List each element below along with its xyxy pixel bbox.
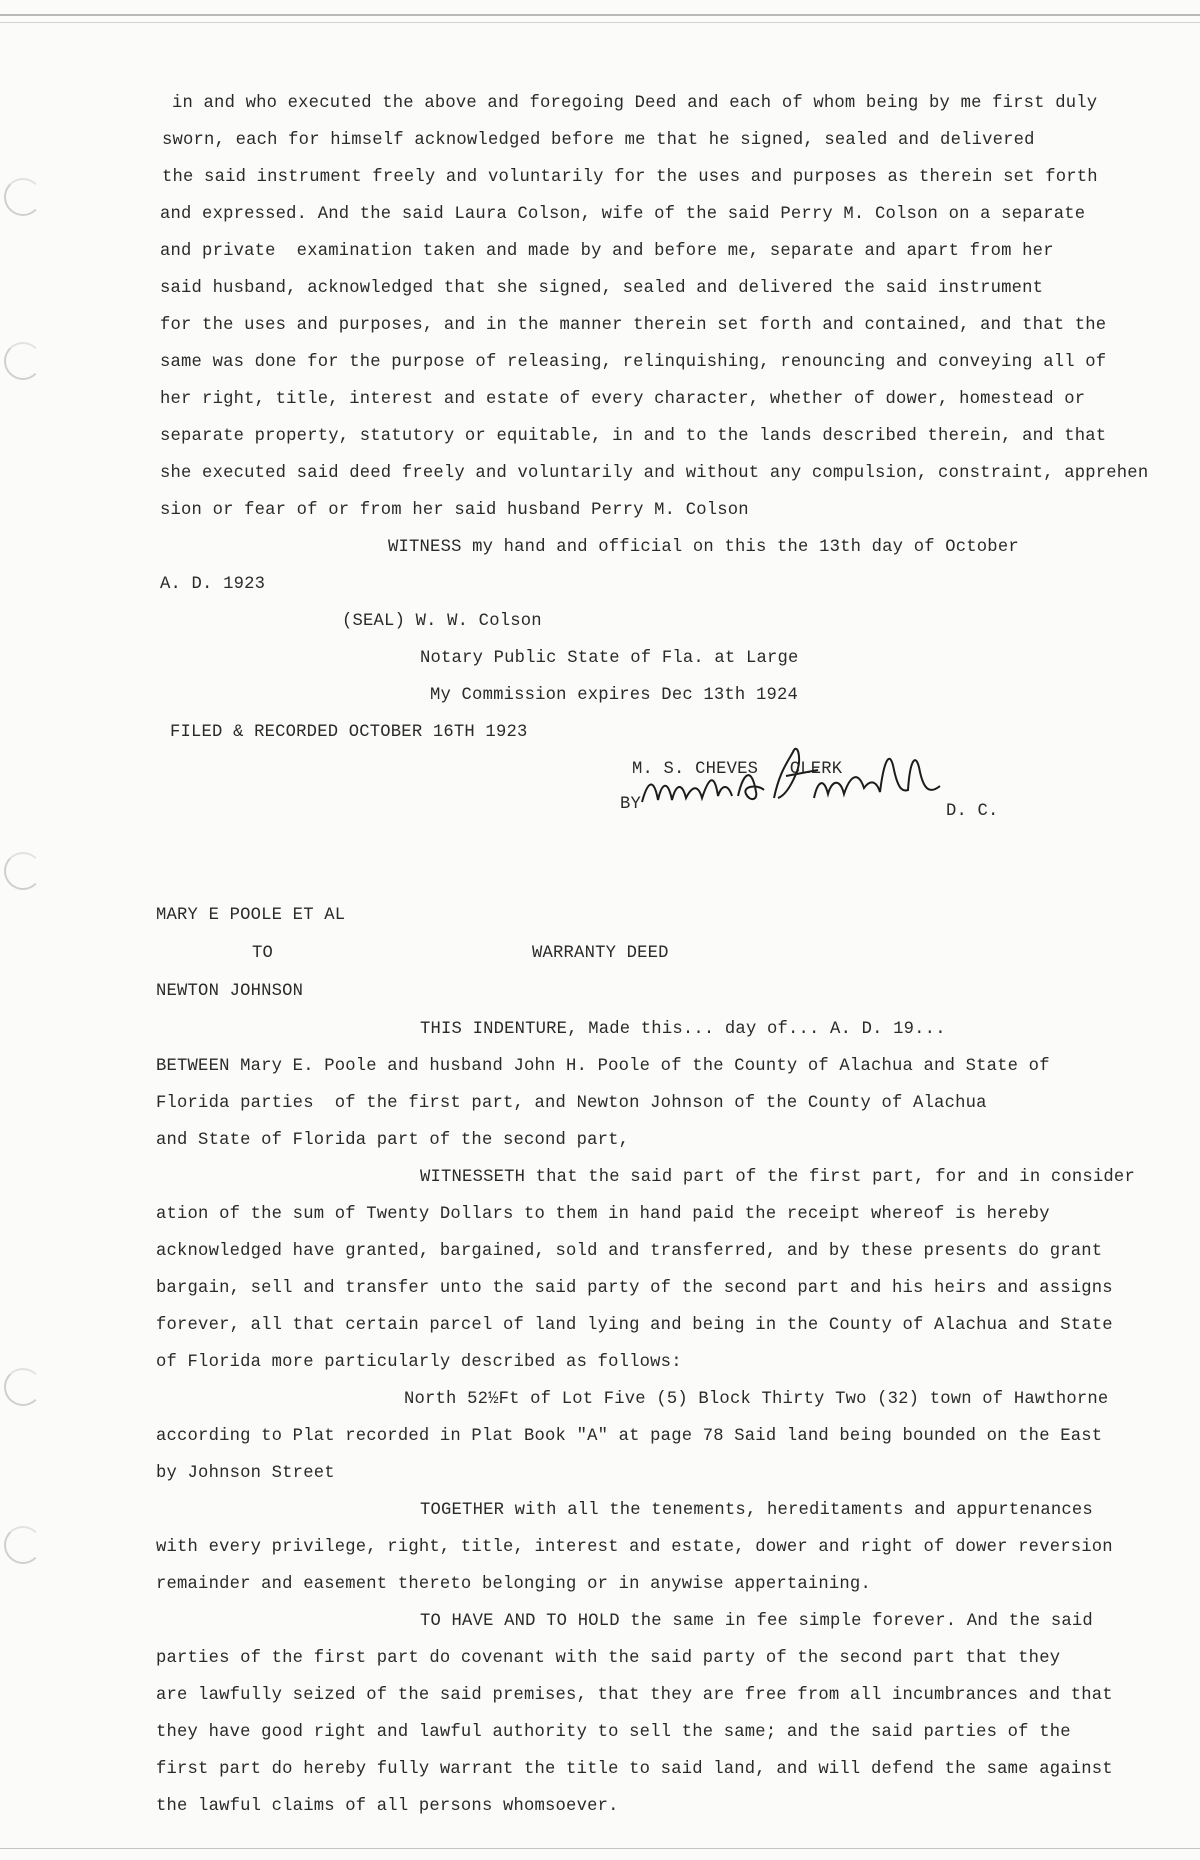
deed-line: by Johnson Street [156,1464,335,1483]
binder-hole [4,852,42,890]
acknowledgment-line: and private examination taken and made by and before me, separate and apart from her [160,242,1054,261]
deed-line: are lawfully seized of the said premises, that they are free from all incumbrances and that [156,1686,1113,1705]
deed-line: Florida parties of the first part, and Newton Johnson of the County of Alachua [156,1094,987,1113]
deed-line: bargain, sell and transfer unto the said party of the second part and his heirs and assigns [156,1279,1113,1298]
binder-hole [4,1526,42,1564]
grantee-heading: NEWTON JOHNSON [156,982,304,1001]
by-label: BY [620,795,642,814]
to-heading: TO [252,944,274,963]
acknowledgment-line: sion or fear of or from her said husband Perry M. Colson [160,501,749,520]
binder-hole [4,1368,42,1406]
deed-line: TOGETHER with all the tenements, hereditaments and appurtenances [420,1501,1093,1520]
acknowledgment-line: sworn, each for himself acknowledged before me that he signed, sealed and delivered [162,131,1035,150]
deed-type-heading: WARRANTY DEED [532,944,669,963]
binder-hole [4,342,42,380]
acknowledgment-line: and expressed. And the said Laura Colson, wife of the said Perry M. Colson on a separate [160,205,1086,224]
deed-line: BETWEEN Mary E. Poole and husband John H. Poole of the County of Alachua and State of [156,1057,1050,1076]
deed-line: the lawful claims of all persons whomsoever. [156,1797,619,1816]
deputy-clerk-label: D. C. [946,802,999,821]
deed-line: they have good right and lawful authority to sell the same; and the said parties of the [156,1723,1071,1742]
top-rule-secondary [0,22,1200,23]
deed-line: acknowledged have granted, bargained, sold and transferred, and by these presents do grant [156,1242,1103,1261]
acknowledgment-line: her right, title, interest and estate of every character, whether of dower, homestead or [160,390,1086,409]
deed-line: with every privilege, right, title, interest and estate, dower and right of dower reversion [156,1538,1113,1557]
filed-recorded-line: FILED & RECORDED OCTOBER 16TH 1923 [170,723,528,742]
year-line: A. D. 1923 [160,575,266,594]
acknowledgment-line: for the uses and purposes, and in the manner therein set forth and contained, and that the [160,316,1107,335]
deed-line: and State of Florida part of the second part, [156,1131,630,1150]
binder-hole [4,178,42,216]
deed-line: first part do hereby fully warrant the title to said land, and will defend the same against [156,1760,1113,1779]
witness-line: WITNESS my hand and official on this the 13th day of October [388,538,1019,557]
deed-line: North 52½Ft of Lot Five (5) Block Thirty Two (32) town of Hawthorne [404,1390,1109,1409]
deed-line: according to Plat recorded in Plat Book "A" at page 78 Said land being bounded on the East [156,1427,1103,1446]
deed-line: THIS INDENTURE, Made this... day of... A. D. 19... [420,1020,946,1039]
acknowledgment-line: in and who executed the above and foregoing Deed and each of whom being by me first duly [172,94,1098,113]
deed-line: of Florida more particularly described as follows: [156,1353,682,1372]
grantor-heading: MARY E POOLE ET AL [156,906,346,925]
clerk-signature [618,740,958,810]
deed-line: ation of the sum of Twenty Dollars to them in hand paid the receipt whereof is hereby [156,1205,1050,1224]
commission-line: My Commission expires Dec 13th 1924 [430,686,798,705]
acknowledgment-line: separate property, statutory or equitable, in and to the lands described therein, and that [160,427,1107,446]
top-rule [0,14,1200,16]
deed-line: forever, all that certain parcel of land lying and being in the County of Alachua and State [156,1316,1113,1335]
acknowledgment-line: said husband, acknowledged that she signed, sealed and delivered the said instrument [160,279,1044,298]
bottom-rule [0,1848,1200,1849]
deed-line: WITNESSETH that the said part of the first part, for and in consider [420,1168,1135,1187]
deed-line: remainder and easement thereto belonging or in anywise appertaining. [156,1575,871,1594]
acknowledgment-line: the said instrument freely and voluntarily for the uses and purposes as therein set forth [162,168,1098,187]
clerk-line: M. S. CHEVES CLERK [632,760,843,779]
deed-line: TO HAVE AND TO HOLD the same in fee simple forever. And the said [420,1612,1093,1631]
seal-line: (SEAL) W. W. Colson [342,612,542,631]
deed-line: parties of the first part do covenant with the said party of the second part that they [156,1649,1061,1668]
acknowledgment-line: she executed said deed freely and voluntarily and without any compulsion, constraint, apprehen [160,464,1149,483]
acknowledgment-line: same was done for the purpose of releasing, relinquishing, renouncing and conveying all of [160,353,1107,372]
notary-line: Notary Public State of Fla. at Large [420,649,799,668]
